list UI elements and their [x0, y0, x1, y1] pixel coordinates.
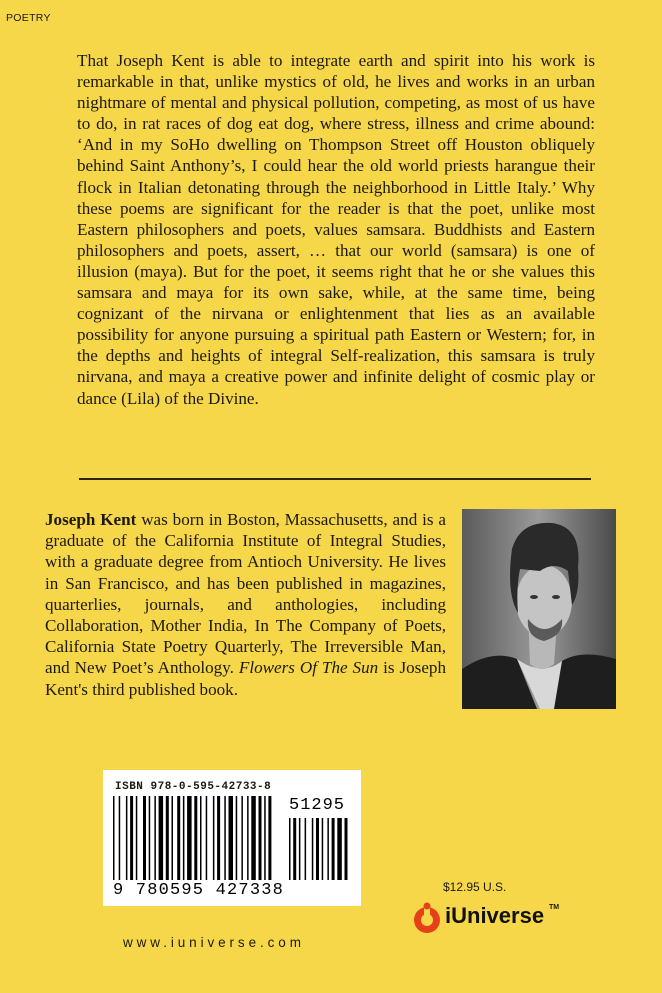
bio-text-1: was born in Boston, Massachusetts, and is a graduate of the California Institute of Integral Studies, with a graduate degree from Antioch University. He lives in San Francisco, and has been published in magazines, quarterlies, journals, and anthologies, including Collaboration, Mother India, In The Company of Poets, California State Poetry Quarterly, The Irreversible Man, and New Poet’s Anthology.	[45, 510, 446, 678]
back-cover-blurb: That Joseph Kent is able to integrate earth and spirit into his work is remarkable in that, unlike mystics of old, he lives and works in an urban nightmare of mental and physical pollution, competing, as most of us have to do, in rat races of dog eat dog, where stress, illness and crime abound: ‘And in my SoHo dwelling on Thompson Street off Houston obliquely behind Saint Anthony’s, I could hear the old world priests harangue their flock in Italian detonating through the neighborhood in Little Italy.’ Why these poems are significant for the reader is that the poet, unlike most Eastern philosophers and poets, values samsara. Buddhists and Eastern philosophers and poets, assert, … that our world (samsara) is one of illusion (maya). But for the poet, it seems right that he or she values this samsara and maya for its own sake, while, at the same time, being cognizant of the nirvana or enlightenment that lies as an available possibility for anyone pursuing a spiritual path Eastern or Western; for, in the depths and heights of integral Self-realization, this samsara is truly nirvana, and maya a creative power and infinite delight of cosmic play or dance (Lila) of the Divine.	[77, 51, 595, 408]
iuniverse-logo	[412, 900, 562, 936]
price: $12.95 U.S.	[443, 880, 507, 894]
barcode-digits: 9 780595 427338	[113, 881, 285, 900]
category-label: POETRY	[6, 12, 51, 24]
barcode-addon-digits: 51295	[289, 796, 346, 815]
book-title: Flowers Of The Sun	[238, 658, 379, 678]
bio-text-2: is Joseph Kent's third published book.	[45, 658, 447, 699]
author-portrait-image	[462, 509, 616, 709]
publisher-website: www.iuniverse.com	[123, 935, 305, 950]
author-photo	[462, 509, 616, 709]
barcode-box	[103, 770, 361, 906]
author-bio	[45, 509, 446, 700]
section-divider	[79, 478, 591, 480]
iuniverse-logo-icon	[412, 900, 444, 936]
trademark-mark: TM	[549, 904, 560, 911]
author-name: Joseph Kent	[45, 510, 137, 529]
isbn-label: ISBN 978-0-595-42733-8	[115, 781, 272, 793]
iuniverse-logo-text: iUniverse	[445, 903, 545, 928]
